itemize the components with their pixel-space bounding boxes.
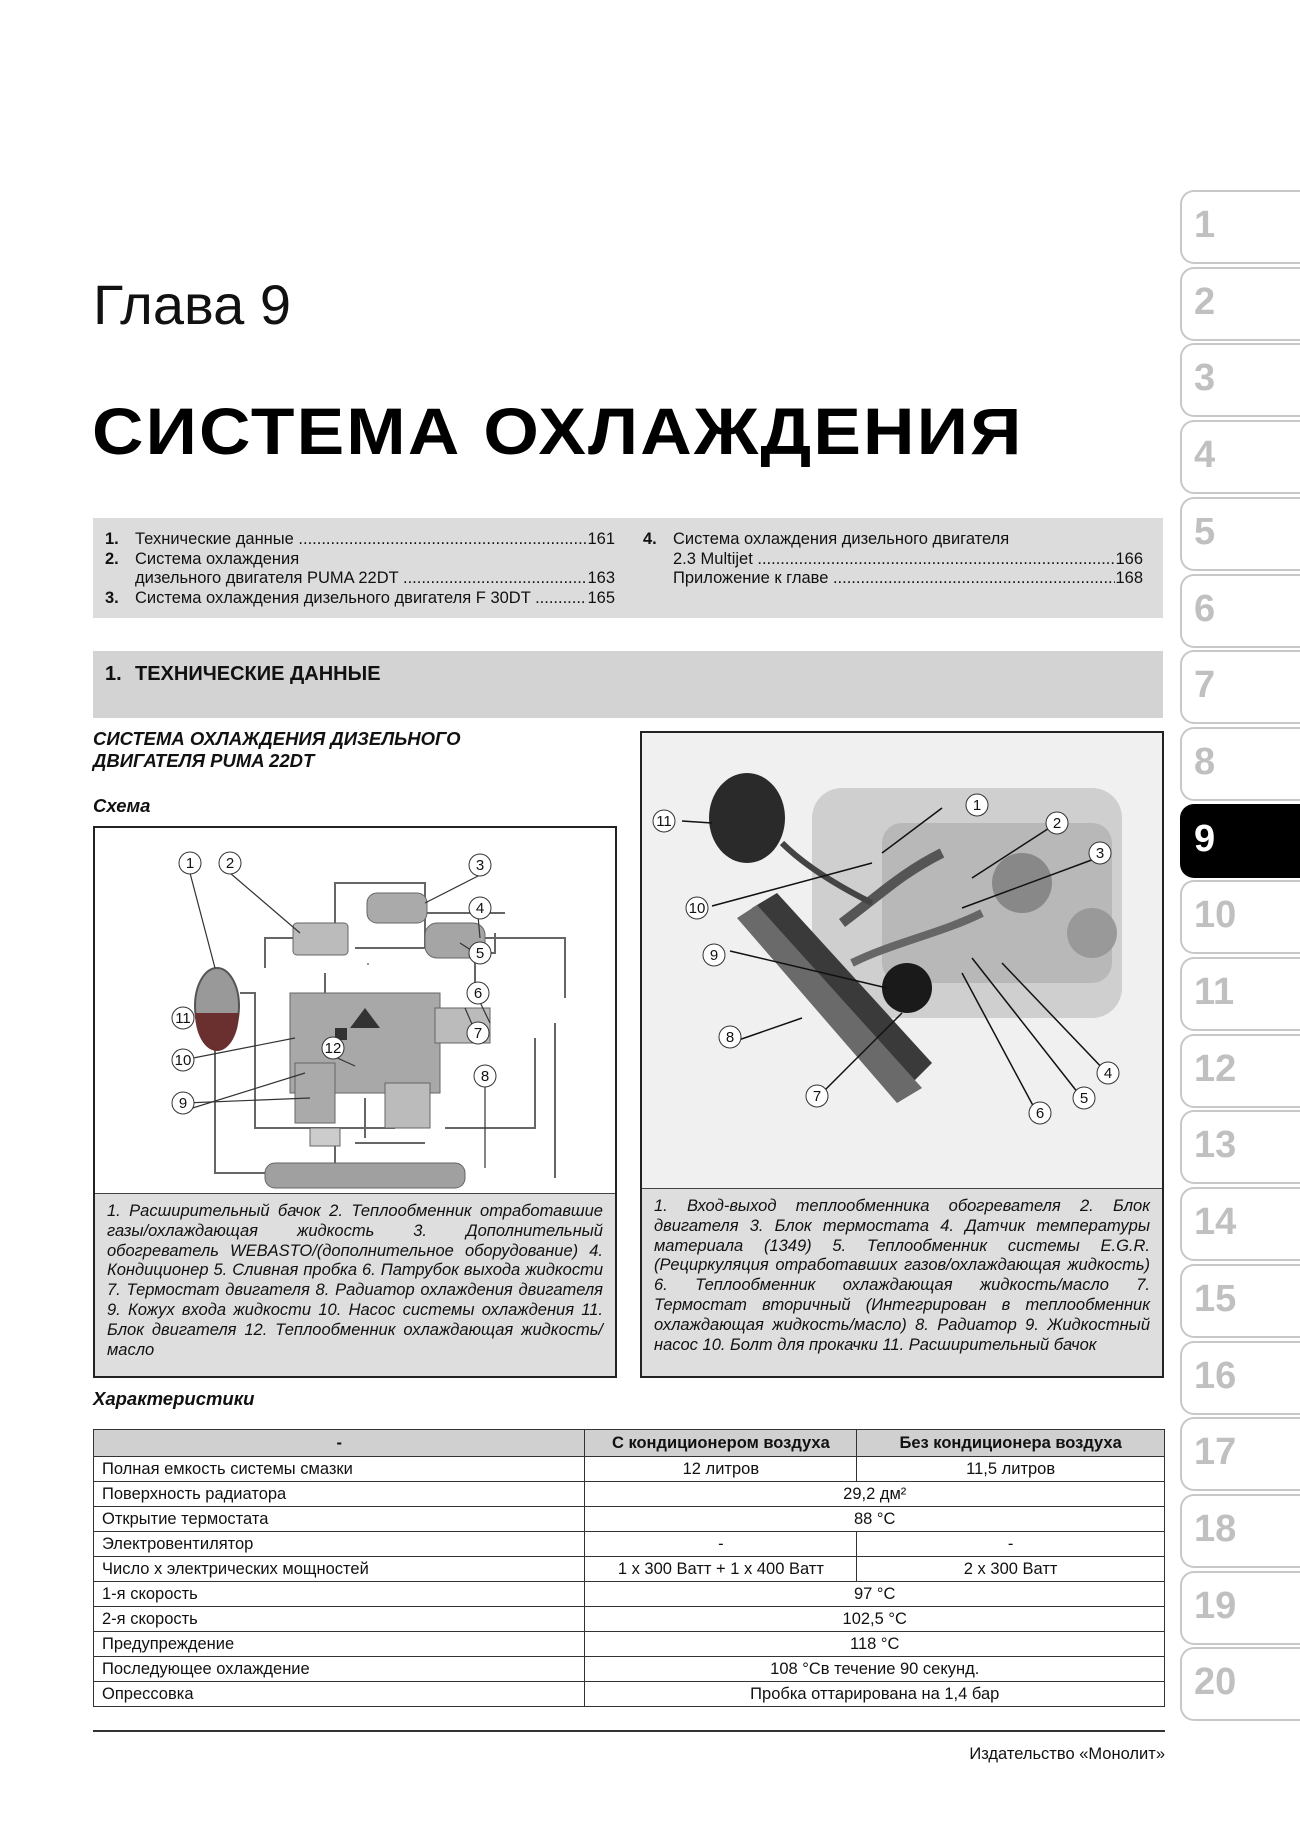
svg-text:1: 1 [972, 797, 982, 814]
cell-value: 108 °Cв течение 90 секунд. [585, 1657, 1165, 1682]
row-label: Открытие термостата [94, 1507, 585, 1532]
svg-text:9: 9 [709, 947, 719, 964]
chapter-tab-label: 6 [1194, 587, 1216, 630]
chapter-tab-label: 3 [1194, 357, 1216, 400]
toc-entry[interactable] [105, 530, 615, 550]
cell-value: 29,2 дм² [585, 1482, 1165, 1507]
subsection-title-line-2: ДВИГАТЕЛЯ PUMA 22DT [93, 750, 315, 771]
svg-text:2: 2 [1052, 815, 1062, 832]
chapter-tab-label: 8 [1194, 740, 1216, 783]
svg-text:2: 2 [225, 855, 235, 872]
chapter-tab-20[interactable] [1180, 1647, 1300, 1721]
photo-callout-2 [1046, 812, 1068, 834]
chapter-tab-18[interactable] [1180, 1494, 1300, 1568]
chapter-tab-label: 18 [1194, 1507, 1237, 1550]
row-label: Полная емкость системы смазки [94, 1457, 585, 1482]
chapter-tab-9[interactable] [1180, 804, 1300, 878]
chapter-tab-13[interactable] [1180, 1110, 1300, 1184]
svg-text:11: 11 [175, 1010, 191, 1027]
section-title [105, 663, 381, 686]
chapter-tab-12[interactable] [1180, 1034, 1300, 1108]
chapter-tab-14[interactable] [1180, 1187, 1300, 1261]
chapter-tab-label: 5 [1194, 510, 1216, 553]
row-label: Предупреждение [94, 1632, 585, 1657]
photo-callout-10 [686, 897, 708, 919]
svg-text:10: 10 [174, 1052, 192, 1069]
chapter-tab-label: 11 [1194, 971, 1235, 1013]
cooling-scheme-figure [93, 826, 617, 1378]
row-label: 2-я скорость [94, 1607, 585, 1632]
toc-entry-number: 2. [105, 549, 119, 568]
cell-value: 102,5 °C [585, 1607, 1165, 1632]
table-row [94, 1557, 1165, 1582]
chapter-tab-label: 20 [1194, 1661, 1237, 1704]
toc-entry-text: Система охлаждения [135, 549, 300, 568]
toc-entry-page: 166 [1115, 549, 1143, 568]
toc-entry-continued[interactable] [643, 550, 1143, 570]
photo-callout-8 [719, 1026, 741, 1048]
svg-text:3: 3 [475, 857, 485, 874]
toc-entry-text: 2.3 Multijet [673, 549, 753, 568]
callout-6 [467, 982, 489, 1004]
cooling-scheme-diagram [95, 828, 615, 1193]
cell-value: 97 °C [585, 1582, 1165, 1607]
scheme-label: Схема [93, 795, 151, 816]
chapter-tab-2[interactable] [1180, 267, 1300, 341]
svg-text:5: 5 [1079, 1090, 1089, 1107]
table-row [94, 1532, 1165, 1557]
specs-table [93, 1429, 1165, 1707]
svg-text:6: 6 [1035, 1105, 1045, 1122]
chapter-tab-1[interactable] [1180, 190, 1300, 264]
expansion-tank-photo [709, 773, 785, 863]
column-header: - [94, 1430, 585, 1457]
svg-text:5: 5 [475, 945, 485, 962]
section-number: 1. [105, 663, 122, 685]
subsection-title-line-1: СИСТЕМА ОХЛАЖДЕНИЯ ДИЗЕЛЬНОГО [93, 728, 461, 749]
svg-text:3: 3 [1095, 845, 1105, 862]
row-label: Последующее охлаждение [94, 1657, 585, 1682]
cell-value: 11,5 литров [857, 1457, 1165, 1482]
cell-value: Пробка оттарирована на 1,4 бар [585, 1682, 1165, 1707]
radiator-shape [265, 1163, 465, 1188]
toc-entry-number: 4. [643, 530, 657, 548]
callout-4 [469, 897, 491, 919]
chapter-tab-label: 14 [1194, 1201, 1237, 1244]
photo-callout-9 [703, 944, 725, 966]
toc-entry[interactable] [105, 589, 615, 609]
chapter-tab-16[interactable] [1180, 1341, 1300, 1415]
chapter-tab-label: 19 [1194, 1584, 1237, 1627]
cell-value: 88 °C [585, 1507, 1165, 1532]
cell-value: 1 x 300 Ватт + 1 x 400 Ватт [585, 1557, 857, 1582]
chapter-tab-label: 9 [1194, 817, 1216, 860]
chapter-title: СИСТЕМА ОХЛАЖДЕНИЯ [92, 394, 1024, 468]
cell-value: - [585, 1532, 857, 1557]
chapter-tab-label: 17 [1194, 1431, 1237, 1474]
chapter-tab-15[interactable] [1180, 1264, 1300, 1338]
subsection-title [93, 728, 461, 772]
callout-7 [467, 1022, 489, 1044]
svg-text:8: 8 [480, 1068, 490, 1085]
svg-text:11: 11 [656, 813, 672, 830]
column-header: С кондиционером воздуха [585, 1430, 857, 1457]
table-row [94, 1507, 1165, 1532]
toc-right-column [643, 530, 1143, 589]
table-header-row [94, 1430, 1165, 1457]
photo-caption: 1. Вход-выход теплообменника обогревателя 2. Блок двигателя 3. Блок термостата 4. Датчик температуры материала (1349) 5. Теплообменник системы E.G.R. (Рециркуляция отработавших газов/охлаждающая жидкость) 6. Теплообменник охлаждающая жидкость/масло 7. Термостат вторичный (Интегрирован в теплообменник охлаждающая жидкость/масло) 8. Радиатор 9. Жидкостный насос 10. Болт для прокачки 11. Расширительный бачок [642, 1188, 1162, 1376]
chapter-tab-7[interactable] [1180, 650, 1300, 724]
photo-callout-3 [1089, 842, 1111, 864]
row-label: Поверхность радиатора [94, 1482, 585, 1507]
cell-value: - [857, 1532, 1165, 1557]
engine-photo [642, 733, 1162, 1188]
toc-entry-page: 168 [1115, 569, 1143, 587]
chapter-tab-17[interactable] [1180, 1417, 1300, 1491]
chapter-tab-4[interactable] [1180, 420, 1300, 494]
photo-callout-11 [653, 810, 675, 832]
publisher-name: Издательство «Монолит» [969, 1745, 1165, 1763]
svg-text:12: 12 [324, 1040, 342, 1057]
section-title-text: ТЕХНИЧЕСКИЕ ДАННЫЕ [135, 663, 381, 685]
toc-entry-number: 3. [105, 588, 119, 607]
toc-entry-text: Система охлаждения дизельного двигателя [673, 530, 1010, 548]
table-of-contents [93, 518, 1163, 618]
table-row [94, 1582, 1165, 1607]
toc-entry-page: 163 [587, 569, 615, 587]
callout-11 [172, 1007, 194, 1029]
callout-12 [322, 1037, 344, 1059]
specs-label: Характеристики [93, 1388, 255, 1409]
callout-1 [179, 852, 201, 874]
toc-entry[interactable] [643, 530, 1143, 550]
scheme-caption: 1. Расширительный бачок 2. Теплообменник отработавшие газы/охлаждающая жидкость 3. Дополнительный обогреватель WEBASTO/(дополнительное оборудование) 4. Кондиционер 5. Сливная пробка 6. Патрубок выхода жидкости 7. Термостат двигателя 8. Радиатор охлаждения двигателя 9. Кожух входа жидкости 10. Насос системы охлаждения 11. Блок двигателя 12. Теплообменник охлаждающая жидкость/масло [95, 1193, 615, 1376]
svg-text:7: 7 [812, 1088, 822, 1105]
svg-text:9: 9 [178, 1095, 188, 1112]
chapter-tab-label: 7 [1194, 664, 1216, 707]
chapter-tab-label: 15 [1194, 1277, 1237, 1320]
chapter-heading: Глава 9 [93, 273, 291, 336]
toc-entry-text: Приложение к главе [673, 569, 829, 587]
toc-entry-text: дизельного двигателя PUMA 22DT [135, 569, 399, 587]
photo-callout-7 [806, 1085, 828, 1107]
chapter-tab-5[interactable] [1180, 497, 1300, 571]
toc-entry-page: 161 [587, 530, 615, 548]
row-label: Опрессовка [94, 1682, 585, 1707]
callout-8 [474, 1065, 496, 1087]
photo-callout-4 [1097, 1062, 1119, 1084]
toc-entry[interactable] [105, 550, 615, 570]
toc-entry-page: 165 [587, 588, 615, 607]
photo-callout-6 [1029, 1102, 1051, 1124]
cell-value: 2 x 300 Ватт [857, 1557, 1165, 1582]
cell-value: 12 литров [585, 1457, 857, 1482]
table-row [94, 1457, 1165, 1482]
callout-2 [219, 852, 241, 874]
footer-divider [93, 1730, 1165, 1732]
svg-text:7: 7 [473, 1025, 483, 1042]
toc-entry-text: Технические данные [135, 530, 294, 548]
toc-entry-appendix[interactable] [643, 569, 1143, 589]
table-row [94, 1607, 1165, 1632]
engine-photo-figure [640, 731, 1164, 1378]
chapter-tab-label: 10 [1194, 894, 1237, 937]
chapter-tab-11[interactable] [1180, 957, 1300, 1031]
section-header-bar [93, 651, 1163, 718]
svg-text:4: 4 [475, 900, 485, 917]
svg-text:1: 1 [185, 855, 195, 872]
table-row [94, 1482, 1165, 1507]
callout-3 [469, 854, 491, 876]
svg-text:4: 4 [1103, 1065, 1113, 1082]
chapter-tab-10[interactable] [1180, 880, 1300, 954]
chapter-tab-3[interactable] [1180, 343, 1300, 417]
chapter-tab-label: 2 [1194, 280, 1216, 323]
photo-callout-5 [1073, 1087, 1095, 1109]
table-row [94, 1657, 1165, 1682]
toc-entry-number: 1. [105, 530, 119, 548]
chapter-tab-label: 16 [1194, 1354, 1237, 1397]
chapter-tab-label: 4 [1194, 434, 1216, 477]
row-label: 1-я скорость [94, 1582, 585, 1607]
callout-9 [172, 1092, 194, 1114]
table-row [94, 1682, 1165, 1707]
svg-text:10: 10 [688, 900, 706, 917]
cell-value: 118 °C [585, 1632, 1165, 1657]
row-label: Электровентилятор [94, 1532, 585, 1557]
photo-callout-1 [966, 794, 988, 816]
callout-5 [469, 942, 491, 964]
svg-text:6: 6 [473, 985, 483, 1002]
chapter-tab-19[interactable] [1180, 1571, 1300, 1645]
column-header: Без кондиционера воздуха [857, 1430, 1165, 1457]
row-label: Число x электрических мощностей [94, 1557, 585, 1582]
chapter-tab-label: 12 [1194, 1047, 1237, 1090]
toc-entry-text: Система охлаждения дизельного двигателя F 30DT [135, 588, 531, 607]
svg-text:8: 8 [725, 1029, 735, 1046]
chapter-tab-6[interactable] [1180, 574, 1300, 648]
toc-left-column [105, 530, 615, 608]
toc-entry-continued[interactable] [105, 569, 615, 589]
table-row [94, 1632, 1165, 1657]
callout-10 [172, 1049, 194, 1071]
chapter-tab-label: 13 [1194, 1124, 1237, 1167]
chapter-tab-label: 1 [1194, 204, 1216, 246]
chapter-tab-8[interactable] [1180, 727, 1300, 801]
